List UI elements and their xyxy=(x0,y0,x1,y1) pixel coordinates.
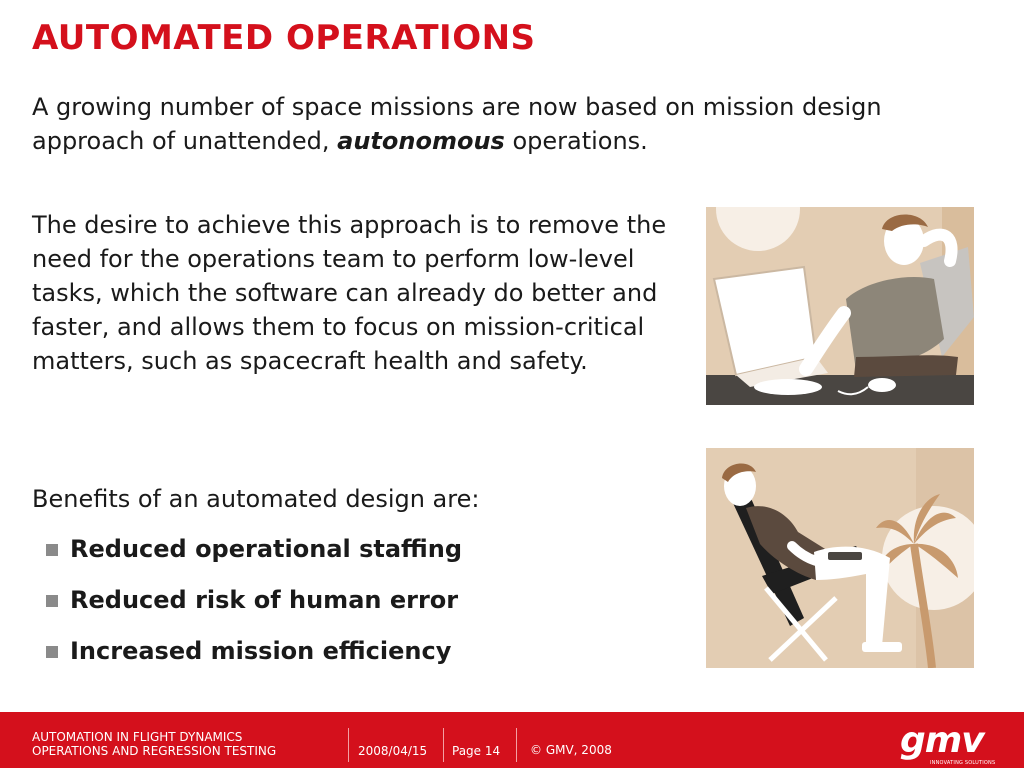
footer-title-line1: AUTOMATION IN FLIGHT DYNAMICS xyxy=(32,730,243,744)
footer-date: 2008/04/15 xyxy=(358,744,428,758)
slide-title: AUTOMATED OPERATIONS xyxy=(32,18,536,58)
footer-divider xyxy=(443,728,444,762)
intro-text xyxy=(32,90,972,158)
benefit-label: Reduced risk of human error xyxy=(70,586,459,614)
logo-wordmark: gmv xyxy=(900,720,984,761)
square-bullet-icon xyxy=(46,595,58,607)
relaxing-beach-illustration xyxy=(706,448,974,668)
relaxing-operator-illustration xyxy=(706,207,974,405)
intro-part1: A growing number of space missions are now based on mission design approach of unattended, xyxy=(32,93,882,155)
footer-title xyxy=(32,730,332,758)
benefit-label: Reduced operational staffing xyxy=(70,535,463,563)
benefit-item xyxy=(46,583,462,634)
benefits-heading: Benefits of an automated design are: xyxy=(32,485,480,513)
square-bullet-icon xyxy=(46,646,58,658)
intro-emphasis: autonomous xyxy=(337,127,505,155)
footer-divider xyxy=(516,728,517,762)
footer-page-number: Page 14 xyxy=(452,744,501,758)
body-paragraph: The desire to achieve this approach is to remove the need for the operations team to perform low-level tasks, which the software can already do better and faster, and allows them to focus on mission-critical matters, such as spacecraft health and safety. xyxy=(32,211,667,375)
square-bullet-icon xyxy=(46,544,58,556)
benefit-label: Increased mission efficiency xyxy=(70,637,452,665)
intro-part2: operations. xyxy=(504,127,648,155)
benefit-item xyxy=(46,532,462,583)
benefit-item xyxy=(46,634,462,685)
footer-title-line2: OPERATIONS AND REGRESSION TESTING xyxy=(32,744,277,758)
footer-divider xyxy=(348,728,349,762)
logo-tagline: INNOVATING SOLUTIONS xyxy=(930,760,996,766)
benefits-list xyxy=(46,532,462,685)
gmv-logo xyxy=(900,722,1000,766)
footer-bar xyxy=(0,712,1024,768)
footer-copyright: © GMV, 2008 xyxy=(530,743,612,757)
